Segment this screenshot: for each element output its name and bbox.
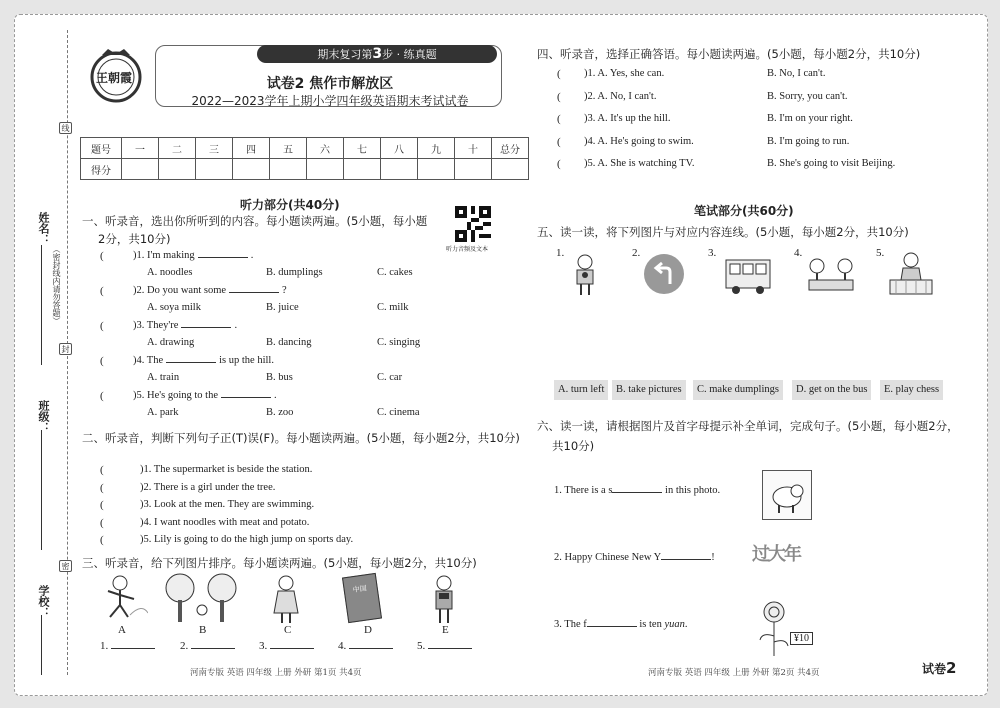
answer-blank	[166, 362, 216, 363]
question-tail: is up the hill.	[219, 355, 274, 366]
question-text: )4. The	[133, 355, 164, 366]
score-header-cell: 二	[159, 138, 196, 159]
option-b: B. I'm on your right.	[767, 113, 853, 124]
picture-e-boy-camera	[424, 573, 464, 627]
option-a: )3. A. It's up the hill.	[584, 113, 671, 124]
option-a: A. soya milk	[147, 302, 201, 313]
part6-title2: 共10分)	[552, 439, 595, 453]
score-header-cell: 总分	[492, 138, 529, 159]
logo-text: 王朝霞	[96, 71, 133, 85]
order-number: 2.	[180, 640, 189, 652]
option-a: A. drawing	[147, 337, 195, 348]
match-option: A. turn left	[554, 380, 608, 400]
part1-question	[133, 390, 277, 401]
option-b: B. She's going to visit Beijing.	[767, 158, 896, 169]
option-c: C. singing	[377, 337, 421, 348]
question-tail: .	[274, 390, 277, 401]
score-label-cell: 得分	[81, 159, 122, 180]
picture-letter: D	[364, 624, 372, 636]
option-a: A. noodles	[147, 267, 193, 278]
name-underline	[41, 245, 42, 365]
score-header-cell: 六	[307, 138, 344, 159]
footer-right: 河南专版 英语 四年级 上册 外研 第2页 共4页	[648, 668, 820, 678]
option-b: B. dumplings	[266, 267, 323, 278]
score-cell	[270, 159, 307, 180]
tf-statement: )1. The supermarket is beside the station.	[140, 464, 313, 475]
answer-blank	[181, 327, 231, 328]
score-header-cell: 三	[196, 138, 233, 159]
picture-girl-chess	[886, 250, 936, 302]
picture-a-boy-skating	[98, 573, 148, 627]
class-label: 班级：	[37, 400, 50, 433]
score-header-cell: 题号	[81, 138, 122, 159]
answer-paren: (	[557, 90, 561, 103]
match-option: E. play chess	[880, 380, 943, 400]
score-cell	[159, 159, 196, 180]
match-option: D. get on the bus	[792, 380, 871, 400]
answer-blank	[270, 648, 314, 649]
order-number: 4.	[338, 640, 347, 652]
option-a: )1. A. Yes, she can.	[584, 68, 665, 79]
question-tail: .	[250, 250, 254, 261]
answer-paren: (	[100, 250, 104, 262]
option-b: B. No, I can't.	[767, 68, 826, 79]
option-b: B. I'm going to run.	[767, 135, 850, 147]
score-header-cell: 一	[122, 138, 159, 159]
option-b: B. dancing	[266, 337, 312, 348]
answer-blank	[221, 397, 271, 398]
score-cell	[492, 159, 529, 180]
option-a: )4. A. He's going to swim.	[584, 135, 694, 147]
tf-statement: )5. Lily is going to do the high jump on sports day.	[140, 534, 354, 545]
answer-blank	[191, 648, 235, 649]
picture-letter: B	[199, 624, 207, 636]
tf-statement: )4. I want noodles with meat and potato.	[140, 516, 310, 528]
school-label: 学校：	[37, 585, 50, 618]
exam-subtitle: 2022—2023学年上期小学四年级英语期末考试试卷	[191, 94, 469, 108]
listening-header: 听力部分(共40分)	[240, 198, 340, 212]
logo	[80, 45, 152, 105]
part1-title2: 2分，共10分)	[98, 232, 171, 246]
picture-bus	[722, 254, 774, 302]
score-cell	[455, 159, 492, 180]
score-cell	[344, 159, 381, 180]
picture-number: 1.	[556, 247, 565, 259]
answer-paren: (	[100, 390, 104, 402]
new-year-art: 过大年	[752, 544, 800, 565]
review-banner: 期末复习第3步 · 练真题	[257, 45, 497, 63]
answer-paren: (	[557, 158, 561, 170]
answer-paren: (	[100, 499, 104, 511]
seal-tag-line: 线	[61, 124, 70, 132]
part1-question	[133, 320, 237, 331]
picture-number: 5.	[876, 247, 885, 259]
seal-note: （密封线内请勿答题）	[52, 245, 61, 325]
seal-tag-secret: 密	[61, 562, 70, 570]
question-text: )3. They're	[133, 320, 179, 331]
question-tail: .	[234, 320, 238, 331]
score-header-cell: 九	[418, 138, 455, 159]
score-table	[80, 137, 529, 180]
answer-paren: (	[100, 320, 104, 332]
order-slot	[338, 640, 393, 652]
part5-title: 五、读一读，将下列图片与对应内容连线。(5小题，每小题2分，共10分)	[537, 225, 909, 239]
option-c: C. cinema	[377, 407, 420, 418]
score-cell	[196, 159, 233, 180]
option-b: B. juice	[266, 302, 299, 313]
answer-paren: (	[100, 481, 104, 494]
option-a: A. train	[147, 372, 180, 383]
qr-caption: 听力音频及文本	[446, 246, 489, 253]
answer-paren: (	[557, 68, 561, 80]
picture-kids-dumplings	[805, 256, 857, 302]
tf-statement: )3. Look at the men. They are swimming.	[140, 499, 315, 510]
option-a: )2. A. No, I can't.	[584, 90, 657, 102]
score-cell	[307, 159, 344, 180]
price-tag: ¥10	[790, 632, 813, 645]
score-cell	[418, 159, 455, 180]
picture-sheep	[762, 470, 812, 520]
score-cell	[233, 159, 270, 180]
part6-title: 六、读一读，请根据图片及首字母提示补全单词，完成句子。(5小题，每小题2分，	[537, 419, 959, 433]
question-text: )5. He's going to the	[133, 390, 219, 401]
option-b: B. Sorry, you can't.	[767, 90, 848, 102]
part3-title: 三、听录音，给下列图片排序。每小题读两遍。(5小题，每小题2分，共10分)	[82, 556, 477, 570]
score-header-cell: 十	[455, 138, 492, 159]
qr-code[interactable]	[455, 206, 491, 242]
name-label: 姓名：	[37, 212, 50, 245]
question-tail: ?	[282, 285, 287, 296]
picture-number: 4.	[794, 247, 803, 259]
picture-d-book	[342, 573, 382, 623]
order-number: 3.	[259, 640, 268, 652]
answer-blank	[349, 648, 393, 649]
order-slot	[180, 640, 235, 652]
option-a: A. park	[147, 407, 179, 418]
option-c: C. cakes	[377, 267, 413, 278]
answer-paren: (	[100, 534, 104, 546]
part1-question	[133, 250, 253, 261]
picture-number: 2.	[632, 247, 641, 259]
answer-paren: (	[100, 464, 104, 476]
picture-letter: A	[118, 624, 126, 636]
part6-item2: 2. Happy Chinese New Y !	[554, 552, 715, 563]
order-number: 5.	[417, 640, 426, 652]
score-header-cell: 七	[344, 138, 381, 159]
answer-blank	[111, 648, 155, 649]
option-b: B. bus	[266, 372, 293, 383]
seal-tag-seal: 封	[61, 345, 70, 353]
answer-blank	[229, 292, 279, 293]
part1-question	[133, 285, 287, 296]
footer-left: 河南专版 英语 四年级 上册 外研 第1页 共4页	[190, 668, 362, 678]
picture-letter: E	[442, 624, 449, 636]
part6-item1: 1. There is a s in this photo.	[554, 485, 721, 496]
school-underline	[41, 615, 42, 675]
picture-boy-camera	[568, 253, 602, 299]
part1-title: 一、听录音，选出你所听到的内容。每小题读两遍。(5小题，每小题	[82, 214, 428, 228]
exam-title: 试卷2 焦作市解放区	[266, 76, 394, 92]
score-cell	[122, 159, 159, 180]
score-header-cell: 五	[270, 138, 307, 159]
picture-flower	[752, 598, 796, 662]
option-c: C. milk	[377, 302, 409, 313]
answer-paren: (	[100, 285, 104, 297]
answer-blank	[428, 648, 472, 649]
option-c: C. car	[377, 372, 403, 383]
match-option: C. make dumplings	[693, 380, 783, 400]
part4-title: 四、听录音，选择正确答语。每小题读两遍。(5小题，每小题2分，共10分)	[537, 47, 921, 61]
score-cell	[381, 159, 418, 180]
order-slot	[259, 640, 314, 652]
answer-paren: (	[557, 113, 561, 125]
question-text: )1. I'm making	[133, 250, 195, 261]
picture-letter: C	[284, 624, 292, 636]
option-b: B. zoo	[266, 407, 294, 418]
match-option: B. take pictures	[612, 380, 686, 400]
writing-header: 笔试部分(共60分)	[694, 204, 794, 218]
answer-blank	[198, 257, 248, 258]
order-slot	[100, 640, 155, 652]
paper-label: 试卷2	[922, 659, 957, 677]
score-header-cell: 四	[233, 138, 270, 159]
picture-number: 3.	[708, 247, 717, 259]
book-label: 中国	[352, 584, 368, 595]
class-underline	[41, 430, 42, 550]
answer-paren: (	[100, 355, 104, 367]
picture-b-trees	[162, 572, 242, 628]
part2-title: 二、听录音，判断下列句子正(T)误(F)。每小题读两遍。(5小题，每小题2分，共10分)	[82, 431, 520, 445]
picture-c-girl	[266, 573, 306, 627]
question-text: )2. Do you want some	[133, 285, 227, 296]
part6-item3: 3. The f is ten yuan.	[554, 619, 688, 630]
answer-paren: (	[557, 135, 561, 148]
option-a: )5. A. She is watching TV.	[584, 158, 695, 169]
turn-left-sign-icon	[644, 254, 684, 294]
part1-question	[133, 355, 274, 366]
answer-paren: (	[100, 516, 104, 529]
order-slot	[417, 640, 472, 652]
tf-statement: )2. There is a girl under the tree.	[140, 481, 276, 493]
order-number: 1.	[100, 640, 109, 652]
score-header-cell: 八	[381, 138, 418, 159]
